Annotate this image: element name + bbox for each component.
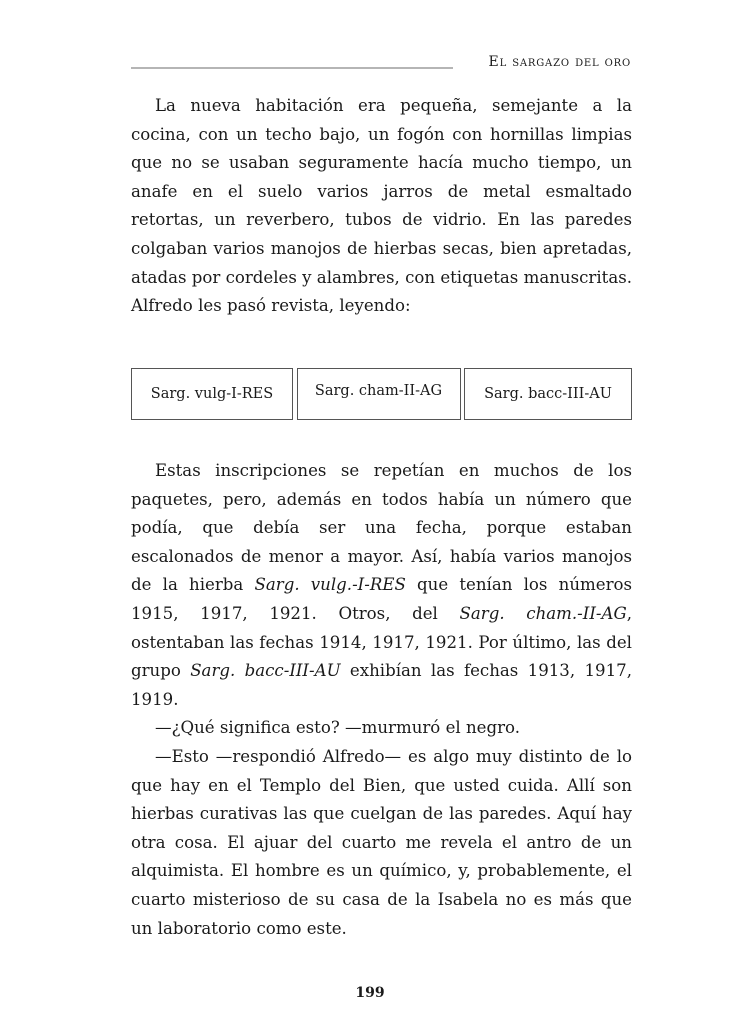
label-table (131, 368, 632, 420)
page-number: 199 (355, 985, 385, 1001)
text-run: , ostentaban las fechas 1914, 1917, 1921. Por último, las del grupo (131, 603, 633, 681)
label-box (464, 368, 632, 420)
paragraph: La nueva habitación era pequeña, semejante a la cocina, con un techo bajo, un fogón con hornillas limpias que no se usaban seguramente hacía mucho tiempo, un anafe en el suelo varios jarros de metal esmaltado retortas, un reverbero, tubos de vidrio. En las paredes colgaban varios manojos de hierbas secas, bien apretadas, atadas por cordeles y alambres, con etiquetas manuscritas. Alfredo les pasó revista, leyendo: (131, 96, 632, 316)
label-text: Sarg. cham-II-AG (314, 383, 443, 399)
header-title: El sargazo del oro (488, 54, 631, 70)
header-rule (131, 67, 453, 69)
italic-term: Sarg. vulg.-I-RES (254, 575, 406, 595)
label-box (297, 368, 461, 420)
label-text: Sarg. vulg-I-RES (150, 386, 274, 402)
dialogue-line: —Esto —respondió Alfredo— es algo muy distinto de lo que hay en el Templo del Bien, que usted cuida. Allí son hierbas curativas las que cuelgan de las paredes. Aquí hay otra cosa. El ajuar del cuarto me revela el antro de un alquimista. El hombre es un químico, y, probablemente, el cuarto misterioso de su casa de la Isabela no es más que un laboratorio como este. (131, 746, 632, 938)
dialogue-line: —¿Qué significa esto? —murmuró el negro. (155, 718, 521, 738)
label-box (131, 368, 293, 420)
text-run: que tenían los números 1915, 1917, 1921. Otros, del (131, 575, 633, 623)
running-header (131, 52, 631, 76)
text-block-top (131, 92, 632, 321)
text-run: Estas inscripciones se repetían en muchos de los paquetes, pero, además en todos había un número que podía, que debía ser una fecha, porque estaban escalonados de menor a mayor. Así, había varios manojos de la hierba (131, 461, 632, 595)
text-run: exhibían las fechas 1913, 1917, 1919. (131, 661, 632, 709)
italic-term: Sarg. cham.-II-AG (459, 603, 627, 623)
italic-term: Sarg. bacc-III-AU (190, 661, 341, 681)
label-text: Sarg. bacc-III-AU (484, 386, 612, 402)
text-block-bottom (131, 457, 632, 943)
paragraph-dates (131, 457, 632, 714)
